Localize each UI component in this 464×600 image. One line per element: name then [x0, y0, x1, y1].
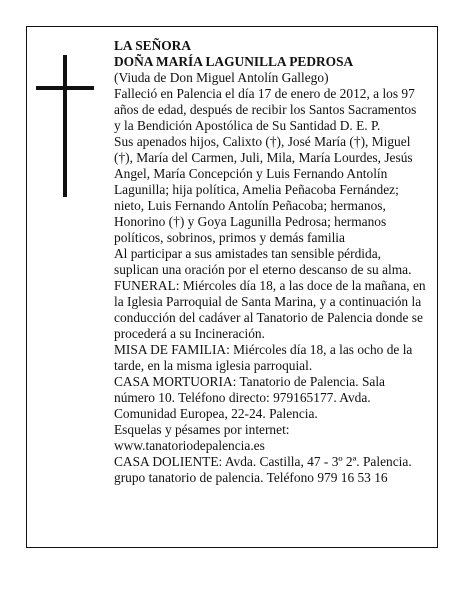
mortuary-info: CASA MORTUORIA: Tanatorio de Palencia. Sala número 10. Teléfono directo: 979165177. Avda. Comunidad Europea, 22-24. Palencia. — [114, 374, 385, 421]
funeral-info: FUNERAL: Miércoles día 18, a las doce de la mañana, en la Iglesia Parroquial de Santa Marina, y a continuación la conducción del cadáver al Tanatorio de Palencia donde se procederá a su Incineración. — [114, 278, 426, 341]
family-mass-info: MISA DE FAMILIA: Miércoles día 18, a las ocho de la tarde, en la misma iglesia parroquial. — [114, 342, 413, 373]
family-list: Sus apenados hijos, Calixto (†), José María (†), Miguel (†), María del Carmen, Juli, Mila, María Lourdes, Jesús Angel, María Concepción y Luis Fernando Antolín Lagunilla; hija política, Amelia Peñacoba Fernández; nieto, Luis Fernando Antolín Peñacoba; hermanos, Honorino (†) y Goya Lagunilla Pedrosa; hermanos políticos, sobrinos, primos y demás familia — [114, 134, 413, 245]
deceased-name: DOÑA MARÍA LAGUNILLA PEDROSA — [114, 54, 354, 69]
cross-icon — [36, 55, 94, 197]
family-address: CASA DOLIENTE: Avda. Castilla, 47 - 3º 2ª. Palencia. grupo tanatorio de palencia. Teléfono 979 16 53 16 — [114, 454, 412, 485]
online-condolences: Esquelas y pésames por internet: www.tanatoriodepalencia.es — [114, 422, 290, 453]
prayer-request: Al participar a sus amistades tan sensible pérdida, suplican una oración por el eterno descanso de su alma. — [114, 246, 412, 277]
cross-horizontal-bar — [36, 86, 94, 90]
cross-vertical-bar — [63, 55, 67, 197]
title-line-1: LA SEÑORA — [114, 38, 192, 53]
death-announcement: Falleció en Palencia el día 17 de enero de 2012, a los 97 años de edad, después de recibir los Santos Sacramentos y la Bendición Apostólica de Su Santidad D. E. P. — [114, 86, 417, 133]
widow-note: (Viuda de Don Miguel Antolín Gallego) — [114, 70, 329, 85]
obituary-text — [114, 38, 426, 486]
